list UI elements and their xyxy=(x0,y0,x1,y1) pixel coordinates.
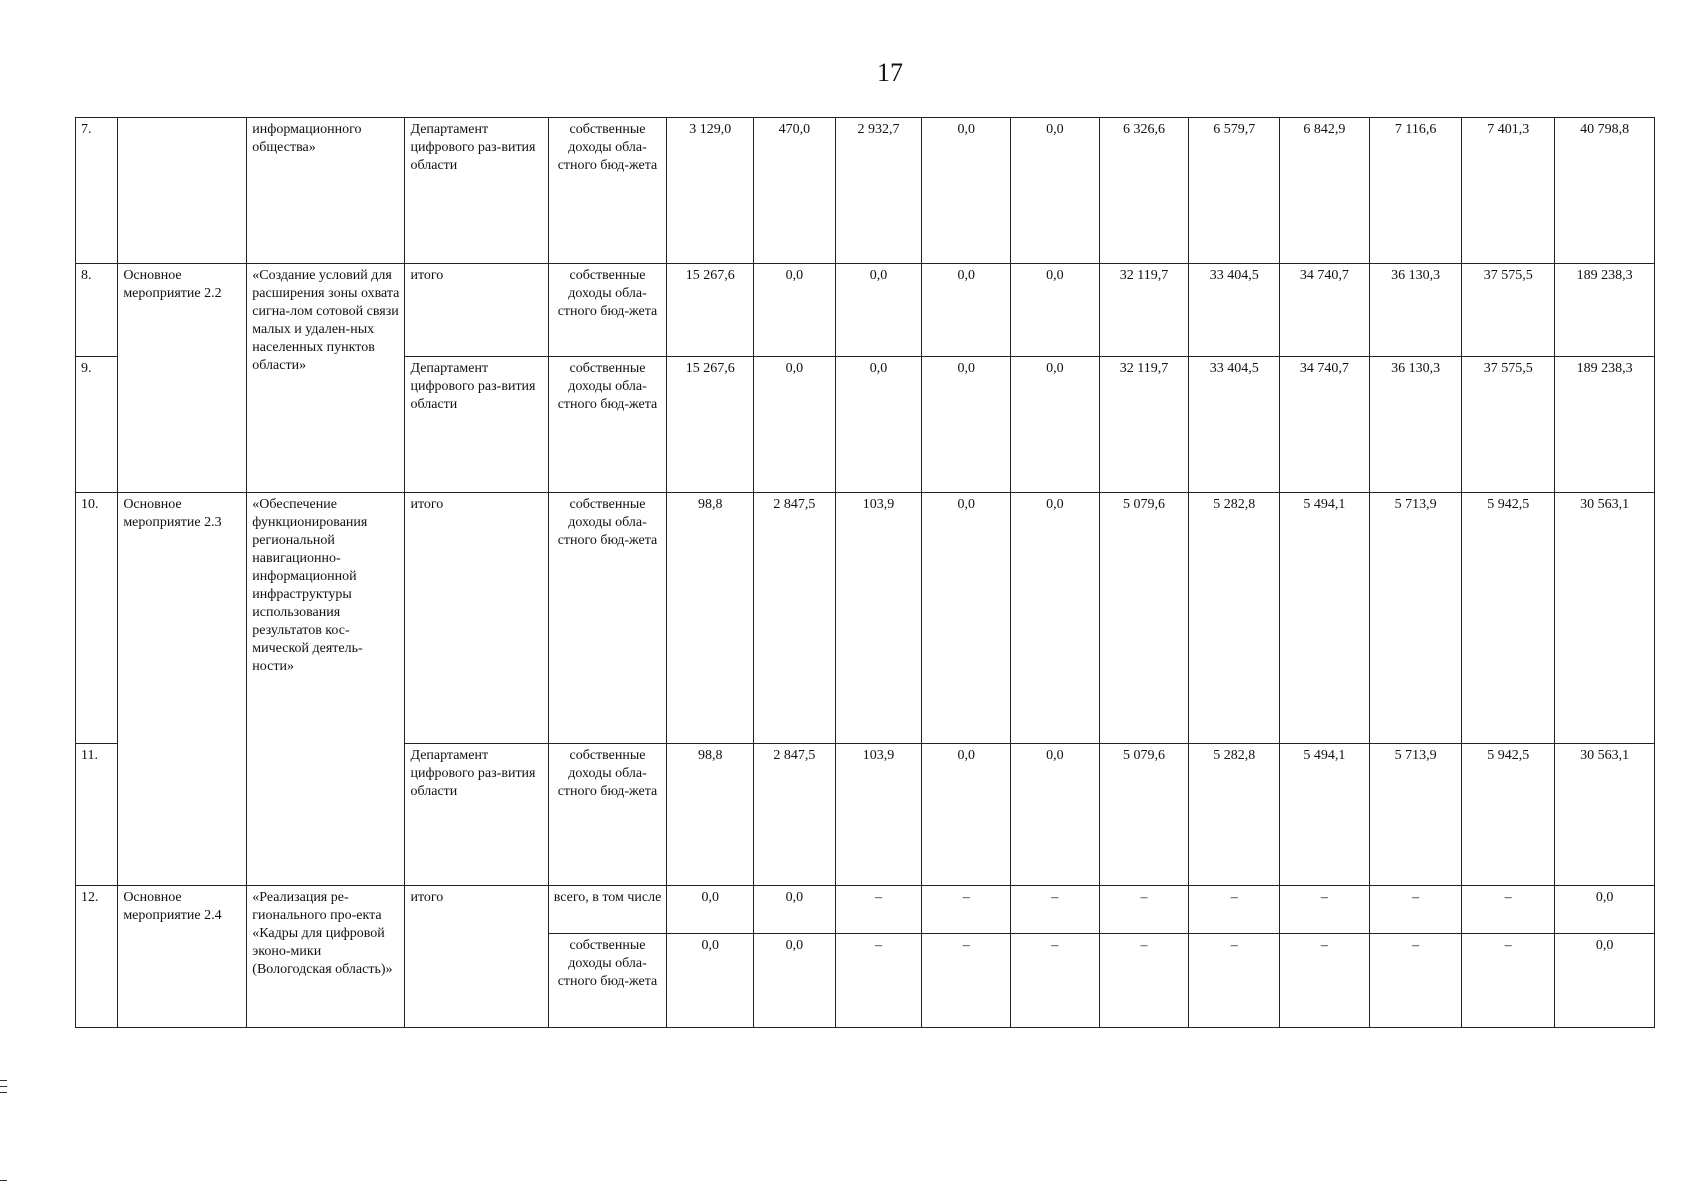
value-cell: 33 404,5 xyxy=(1189,264,1280,357)
margin-mark xyxy=(0,1092,7,1093)
value-cell: 0,0 xyxy=(754,886,836,934)
value-cell: 34 740,7 xyxy=(1280,264,1370,357)
value-cell: 36 130,3 xyxy=(1369,357,1462,493)
value-cell: 34 740,7 xyxy=(1280,357,1370,493)
value-cell: 5 713,9 xyxy=(1369,493,1462,744)
value-cell: 5 282,8 xyxy=(1189,493,1280,744)
value-cell: 98,8 xyxy=(667,493,754,744)
value-cell: 2 847,5 xyxy=(754,744,836,886)
source-cell: собственные доходы обла-стного бюд-жета xyxy=(548,493,667,744)
value-cell: – xyxy=(922,886,1011,934)
value-cell: – xyxy=(1462,886,1555,934)
value-cell: 40 798,8 xyxy=(1555,118,1655,264)
budget-table xyxy=(75,117,1655,1028)
value-cell: – xyxy=(1189,934,1280,1028)
value-cell: – xyxy=(1189,886,1280,934)
value-cell: 0,0 xyxy=(754,264,836,357)
value-cell: 189 238,3 xyxy=(1555,357,1655,493)
value-cell: 98,8 xyxy=(667,744,754,886)
value-cell: – xyxy=(1099,886,1189,934)
value-cell: – xyxy=(1369,886,1462,934)
value-cell: – xyxy=(835,934,922,1028)
value-cell: 2 932,7 xyxy=(835,118,922,264)
value-cell: 6 326,6 xyxy=(1099,118,1189,264)
value-cell: – xyxy=(922,934,1011,1028)
value-cell: 15 267,6 xyxy=(667,264,754,357)
value-cell: 5 713,9 xyxy=(1369,744,1462,886)
row-number: 12. xyxy=(76,886,118,1028)
value-cell: 0,0 xyxy=(1011,493,1100,744)
row-number: 11. xyxy=(76,744,118,886)
value-cell: 5 494,1 xyxy=(1280,744,1370,886)
value-cell: 37 575,5 xyxy=(1462,264,1555,357)
source-cell: собственные доходы обла-стного бюд-жета xyxy=(548,118,667,264)
value-cell: – xyxy=(1011,886,1100,934)
page-number: 17 xyxy=(877,58,903,87)
value-cell: 0,0 xyxy=(754,934,836,1028)
value-cell: 5 494,1 xyxy=(1280,493,1370,744)
value-cell: 5 079,6 xyxy=(1099,744,1189,886)
source-cell: собственные доходы обла-стного бюд-жета xyxy=(548,934,667,1028)
value-cell: 0,0 xyxy=(1011,357,1100,493)
value-cell: – xyxy=(1462,934,1555,1028)
executor-cell: итого xyxy=(405,886,548,1028)
title-cell: «Создание условий для расширения зоны охвата сигна-лом сотовой связи малых и удален-ных населенных пунктов области» xyxy=(247,264,405,493)
value-cell: – xyxy=(1099,934,1189,1028)
executor-cell: итого xyxy=(405,493,548,744)
value-cell: 0,0 xyxy=(835,264,922,357)
title-cell: «Обеспечение функционирования региональной навигационно-информационной инфраструктуры использования результатов кос-мической деятель-ности» xyxy=(247,493,405,886)
value-cell: 189 238,3 xyxy=(1555,264,1655,357)
value-cell: 0,0 xyxy=(754,357,836,493)
value-cell: 0,0 xyxy=(1011,744,1100,886)
value-cell: 5 282,8 xyxy=(1189,744,1280,886)
value-cell: 0,0 xyxy=(667,886,754,934)
table-row xyxy=(76,118,1655,264)
row-number: 10. xyxy=(76,493,118,744)
value-cell: 0,0 xyxy=(1011,264,1100,357)
value-cell: 37 575,5 xyxy=(1462,357,1555,493)
value-cell: 0,0 xyxy=(922,118,1011,264)
value-cell: 30 563,1 xyxy=(1555,493,1655,744)
executor-cell: итого xyxy=(405,264,548,357)
value-cell: 0,0 xyxy=(922,264,1011,357)
source-cell: собственные доходы обла-стного бюд-жета xyxy=(548,264,667,357)
source-cell: всего, в том числе xyxy=(548,886,667,934)
event-cell: Основное мероприятие 2.2 xyxy=(118,264,247,493)
title-cell: «Реализация ре-гионального про-екта «Кадры для цифровой эконо-мики (Вологодская область)» xyxy=(247,886,405,1028)
value-cell: 103,9 xyxy=(835,744,922,886)
value-cell: 103,9 xyxy=(835,493,922,744)
value-cell: 7 401,3 xyxy=(1462,118,1555,264)
event-cell xyxy=(118,118,247,264)
value-cell: 5 942,5 xyxy=(1462,493,1555,744)
value-cell: – xyxy=(1280,934,1370,1028)
source-cell: собственные доходы обла-стного бюд-жета xyxy=(548,357,667,493)
table-row xyxy=(76,886,1655,934)
value-cell: – xyxy=(1280,886,1370,934)
value-cell: 5 942,5 xyxy=(1462,744,1555,886)
row-number: 7. xyxy=(76,118,118,264)
value-cell: 6 579,7 xyxy=(1189,118,1280,264)
value-cell: 32 119,7 xyxy=(1099,357,1189,493)
row-number: 9. xyxy=(76,357,118,493)
value-cell: 7 116,6 xyxy=(1369,118,1462,264)
value-cell: – xyxy=(835,886,922,934)
value-cell: 0,0 xyxy=(922,493,1011,744)
value-cell: 6 842,9 xyxy=(1280,118,1370,264)
value-cell: 32 119,7 xyxy=(1099,264,1189,357)
value-cell: 2 847,5 xyxy=(754,493,836,744)
executor-cell: Департамент цифрового раз-вития области xyxy=(405,744,548,886)
value-cell: 470,0 xyxy=(754,118,836,264)
margin-mark xyxy=(0,1086,7,1087)
source-cell: собственные доходы обла-стного бюд-жета xyxy=(548,744,667,886)
value-cell: 0,0 xyxy=(1555,934,1655,1028)
value-cell: 0,0 xyxy=(1555,886,1655,934)
margin-mark xyxy=(0,1080,7,1081)
margin-mark xyxy=(0,1180,7,1181)
value-cell: 3 129,0 xyxy=(667,118,754,264)
table-row xyxy=(76,264,1655,357)
value-cell: 15 267,6 xyxy=(667,357,754,493)
value-cell: – xyxy=(1011,934,1100,1028)
value-cell: 36 130,3 xyxy=(1369,264,1462,357)
table-row xyxy=(76,493,1655,744)
value-cell: 5 079,6 xyxy=(1099,493,1189,744)
value-cell: 0,0 xyxy=(922,744,1011,886)
value-cell: 33 404,5 xyxy=(1189,357,1280,493)
value-cell: 0,0 xyxy=(1011,118,1100,264)
event-cell: Основное мероприятие 2.4 xyxy=(118,886,247,1028)
title-cell: информационного общества» xyxy=(247,118,405,264)
executor-cell: Департамент цифрового раз-вития области xyxy=(405,357,548,493)
value-cell: 0,0 xyxy=(835,357,922,493)
row-number: 8. xyxy=(76,264,118,357)
value-cell: 0,0 xyxy=(922,357,1011,493)
value-cell: 30 563,1 xyxy=(1555,744,1655,886)
value-cell: 0,0 xyxy=(667,934,754,1028)
value-cell: – xyxy=(1369,934,1462,1028)
executor-cell: Департамент цифрового раз-вития области xyxy=(405,118,548,264)
event-cell: Основное мероприятие 2.3 xyxy=(118,493,247,886)
